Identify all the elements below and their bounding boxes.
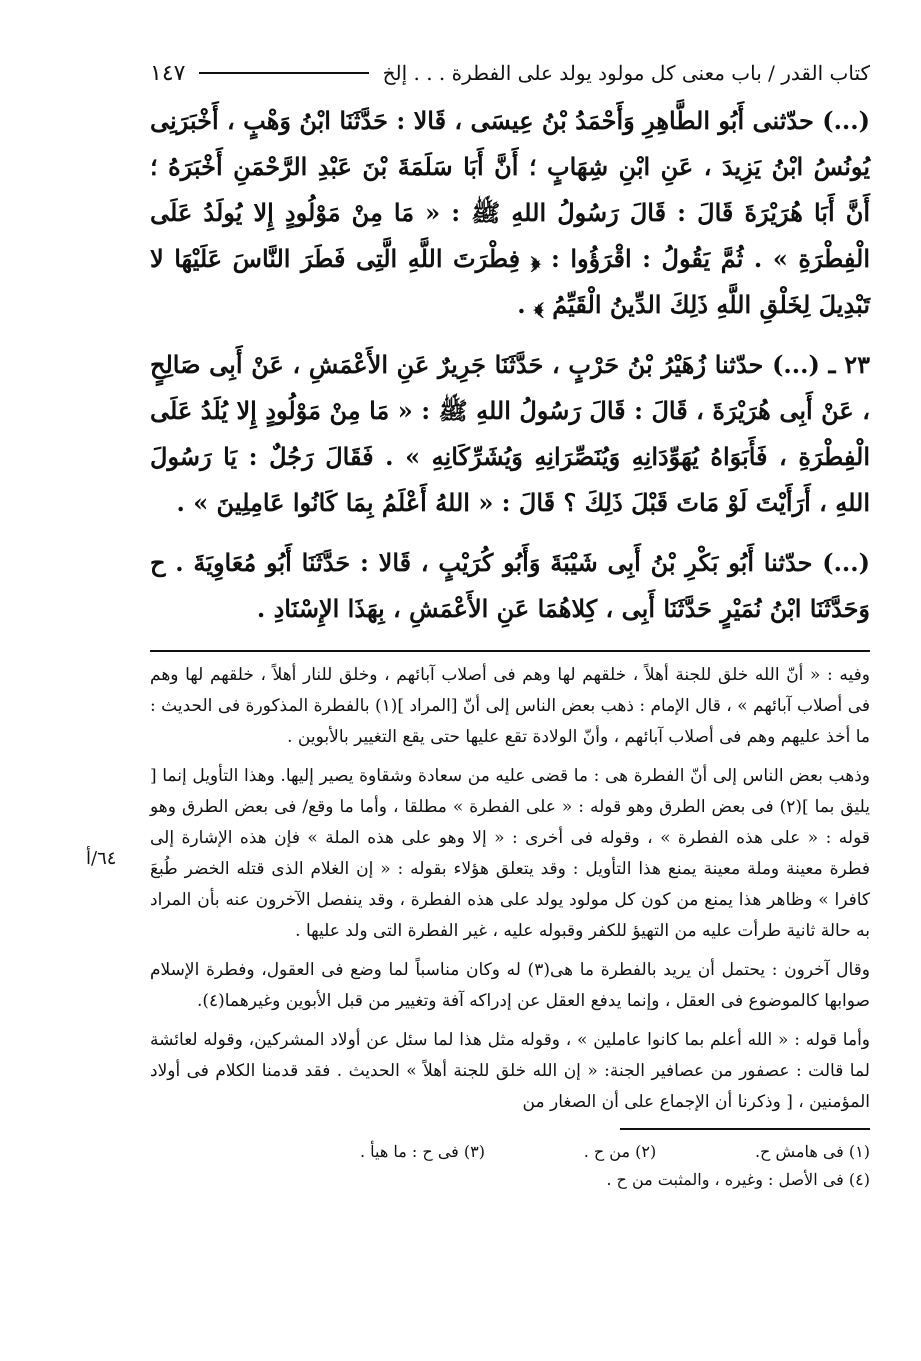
footnote-2: (٢) من ح . xyxy=(583,1142,657,1161)
commentary-paragraph: وقال آخرون : يحتمل أن يريد بالفطرة ما هى(٣) له وكان مناسباً لما وضع فى العقول، وفطرة الإسلام صوابها كالموضوع فى العقل ، وإنما يدفع العقل عن إدراكه آفة وتغيير من قبل الأبوين وغيرهما(٤). xyxy=(150,960,870,1011)
page-number: ١٤٧ xyxy=(150,60,186,86)
footnote-1: (١) فى هامش ح. xyxy=(754,1142,870,1161)
footnote-3: (٣) فى ح : ما هيأ . xyxy=(360,1142,485,1161)
footnote-4: (٤) فى الأصل : وغيره ، والمثبت من ح . xyxy=(606,1170,870,1189)
hadith-paragraph: ٢٣ ـ (...) حدّثنا زُهَيْرُ بْنُ حَرْبٍ ، حَدَّثَنَا جَرِيرٌ عَنِ الأَعْمَشِ ، عَنْ أَبِى صَالِحٍ ، عَنْ أَبِى هُرَيْرَةَ ، قَالَ : قَالَ رَسُولُ اللهِ ﷺ : « مَا مِنْ مَوْلُودٍ إِلا يُلَدُ عَلَى الْفِطْرَةِ ، فَأَبَوَاهُ يُهَوِّدَانِهِ وَيُنَصِّرَانِهِ وَيُشَرِّكَانِهِ » . فَقَالَ رَجُلٌ : يَا رَسُولَ اللهِ ، أَرَأَيْتَ لَوْ مَاتَ قَبْلَ ذَلِكَ ؟ قَالَ : « اللهُ أَعْلَمُ بِمَا كَانُوا عَامِلِينَ » . xyxy=(150,350,870,517)
page xyxy=(150,52,870,1194)
commentary-separator xyxy=(150,650,870,652)
page-header xyxy=(150,52,870,94)
commentary-paragraph: وفيه : « أنّ الله خلق للجنة أهلاً ، خلقهم لها وهم فى أصلاب آبائهم ، وخلق للنار أهلاً ، خلقهم لها وهم فى أصلاب آبائهم » ، قال الإمام : ذهب بعض الناس إلى أنّ [المراد ](١) بالفطرة المذكورة فى الحديث : ما أخذ عليهم وهم فى أصلاب آبائهم ، وأنّ الولادة تقع عليها حتى يقع التغيير بالأبوين . xyxy=(150,665,870,747)
hadith-paragraph: (...) حدّثنا أَبُو بَكْرِ بْنُ أَبِى شَيْبَةَ وَأَبُو كُرَيْبٍ ، قَالا : حَدَّثَنَا أَبُو مُعَاوِيَةَ . ح وَحَدَّثَنَا ابْنُ نُمَيْرٍ حَدَّثَنَا أَبِى ، كِلاهُمَا عَنِ الأَعْمَشِ ، بِهَذَا الإِسْنَادِ . xyxy=(150,548,870,623)
footnote-rule xyxy=(620,1128,870,1130)
manuscript-folio-note: ٦٤/أ xyxy=(86,848,117,869)
commentary-paragraph: وذهب بعض الناس إلى أنّ الفطرة هى : ما قضى عليه من سعادة وشقاوة يصير إليها. وهذا التأويل إنما [ يليق بما ](٢) فى بعض الطرق وهو قوله : « على الفطرة » مطلقا ، وأما ما وقع/ فى بعض الطرق وهو قوله : « على هذه الفطرة » ، وقوله فى أخرى : « إلا وهو على هذه الملة » فإن هذه الإشارة إلى فطرة معينة وملة معينة يمنع هذا التأويل : وقد يتعلق هؤلاء بقوله : « إن الغلام الذى قتله الخضر طُبعَ كافرا » وظاهر هذا يمنع من كون كل مولود يولد على هذه الفطرة ، وقد ينفصل الآخرون عنه بأن المراد به حالة ثانية طرأت عليه من التهيؤ للكفر وقبوله عليه ، غير الفطرة التى ولد عليها . xyxy=(150,766,870,941)
header-rule xyxy=(199,72,368,74)
footnote-row xyxy=(150,1138,870,1166)
commentary-paragraph: وأما قوله : « الله أعلم بما كانوا عاملين » ، وقوله مثل هذا لما سئل عن أولاد المشركين، وقوله لعائشة لما قالت : عصفور من عصافير الجنة: « إن الله خلق للجنة أهلاً » الحديث . فقد قدمنا الكلام فى أولاد المؤمنين ، [ وذكرنا أن الإجماع على أن الصغار من xyxy=(150,1030,870,1112)
hadith-paragraph: (...) حدّثنى أَبُو الطَّاهِرِ وَأَحْمَدُ بْنُ عِيسَى ، قَالا : حَدَّثَنَا ابْنُ وَهْبٍ ، أَخْبَرَنِى يُونُسُ ابْنُ يَزِيدَ ، عَنِ ابْنِ شِهَابٍ ؛ أَنَّ أَبَا سَلَمَةَ بْنَ عَبْدِ الرَّحْمَنِ أَخْبَرَهُ ؛ أَنَّ أَبَا هُرَيْرَةَ قَالَ : قَالَ رَسُولُ اللهِ ﷺ : « مَا مِنْ مَوْلُودٍ إِلا يُولَدُ عَلَى الْفِطْرَةِ » . ثُمَّ يَقُولُ : اقْرَؤُوا : ﴿ فِطْرَتَ اللَّهِ الَّتِى فَطَرَ النَّاسَ عَلَيْهَا لا تَبْدِيلَ لِخَلْقِ اللَّهِ ذَلِكَ الدِّينُ الْقَيِّمُ ﴾ . xyxy=(150,106,870,319)
running-title: كتاب القدر / باب معنى كل مولود يولد على الفطرة . . . إلخ xyxy=(382,61,870,85)
